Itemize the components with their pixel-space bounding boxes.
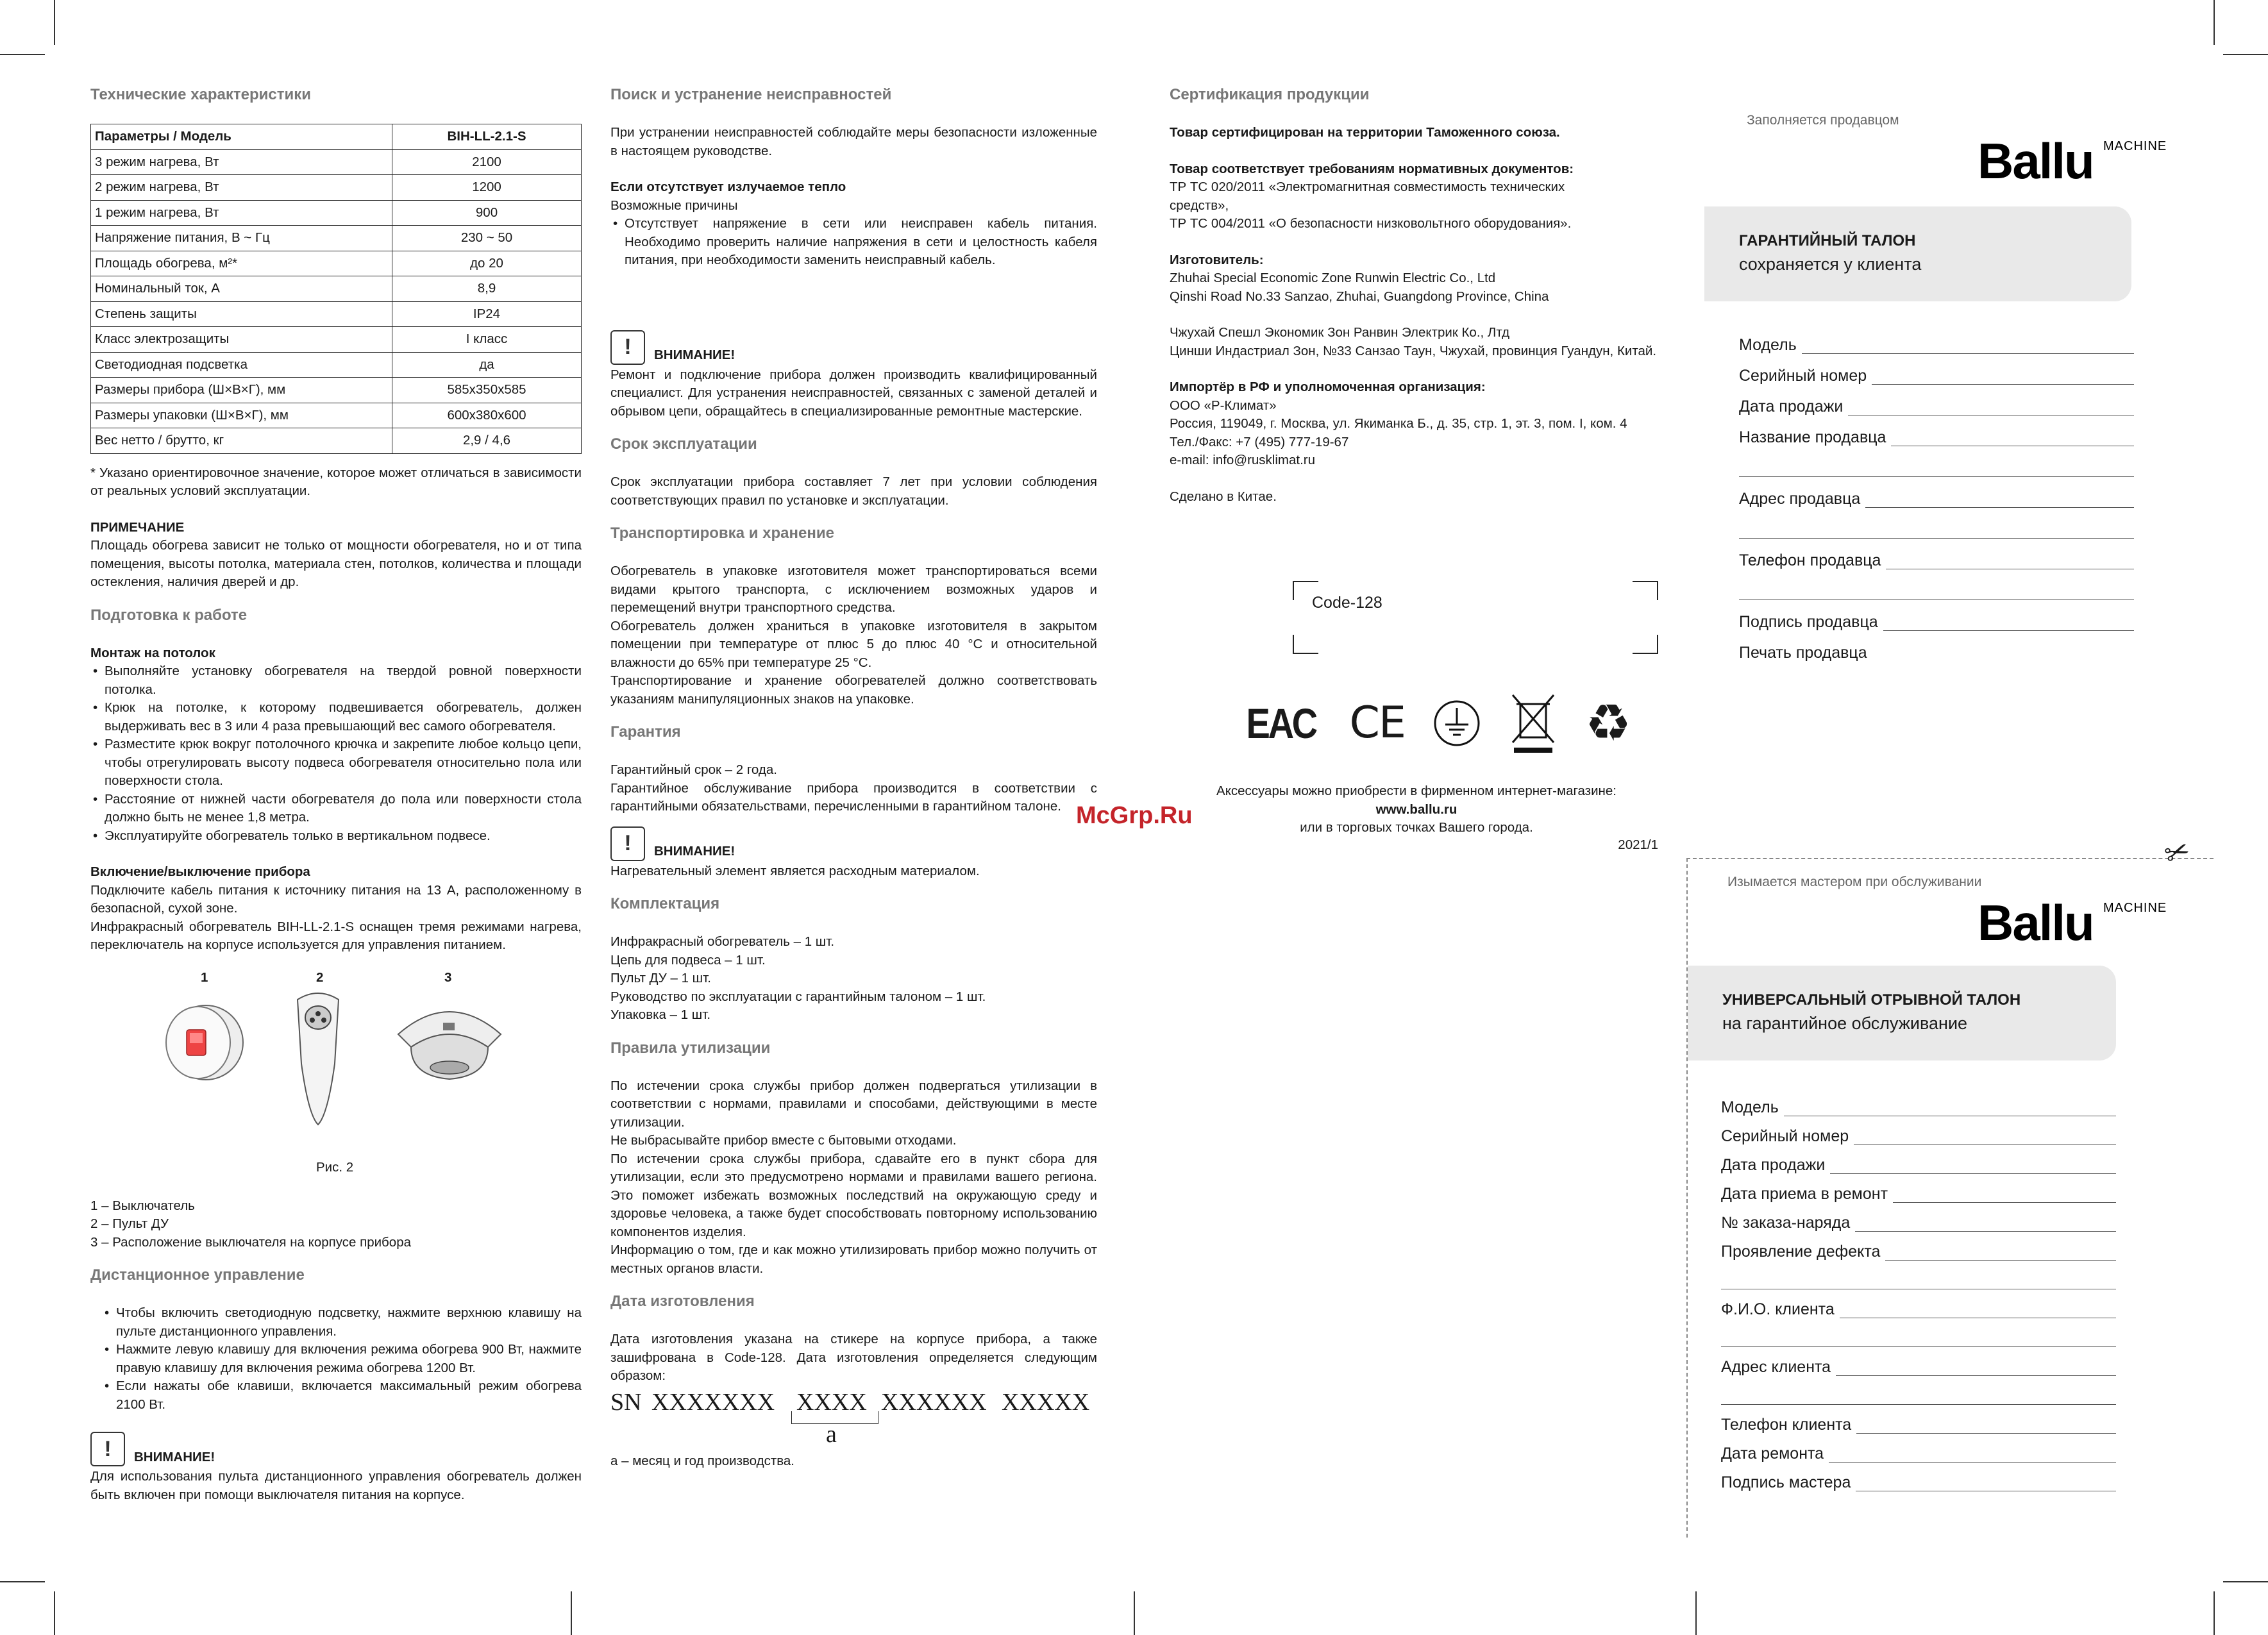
logo-text: Ballu (1978, 133, 2094, 189)
middle-column (610, 85, 1097, 1470)
cut-line (1686, 858, 2213, 859)
field-label: Телефон клиента (1721, 1415, 1852, 1434)
transport-title: Транспортировка и хранение (610, 524, 834, 542)
field-label: Печать продавца (1739, 643, 1867, 662)
spec-value: да (392, 352, 582, 378)
crop-mark (2223, 1581, 2268, 1582)
spec-row (91, 226, 582, 251)
sn-part: XXXXXXX (651, 1388, 775, 1416)
logo-sup: MACHINE (2103, 901, 2167, 915)
crop-mark (0, 54, 45, 55)
spec-footnote: * Указано ориентировочное значение, которое может отличаться в зависимости от реальных условий эксплуатации. (90, 465, 582, 498)
spec-value: 585x350x585 (392, 378, 582, 403)
sn-marker: a (826, 1420, 837, 1448)
form-field[interactable] (1739, 354, 2134, 385)
scissors-icon: ✂ (2159, 832, 2195, 873)
trouble-title: Поиск и устранение неисправностей (610, 86, 892, 103)
spec-param: Размеры упаковки (Ш×В×Г), мм (91, 403, 392, 428)
ballu-logo (1978, 133, 2167, 189)
spec-param: Площадь обогрева, м²* (91, 251, 392, 276)
form-blank-line[interactable] (1739, 569, 2134, 600)
spec-param: 1 режим нагрева, Вт (91, 200, 392, 226)
list-item: • Выполняйте установку обогревателя на твердой ровной поверхности потолка. (90, 662, 582, 699)
form-field[interactable] (1721, 1232, 2116, 1261)
legend-item: 1 – Выключатель (90, 1198, 195, 1213)
spec-row (91, 378, 582, 403)
spec-row (91, 301, 582, 327)
form-field[interactable] (1721, 1405, 2116, 1434)
kit-item: Цепь для подвеса – 1 шт. (610, 952, 766, 968)
spec-value: до 20 (392, 251, 582, 276)
spec-row (91, 352, 582, 378)
field-label: Дата приема в ремонт (1721, 1184, 1888, 1203)
cert-icons (1240, 691, 1631, 755)
form-field[interactable] (1739, 415, 2134, 446)
field-label: Серийный номер (1739, 366, 1867, 385)
barcode-label: Code-128 (1312, 594, 1382, 612)
warning-title: ВНИМАНИЕ! (134, 1449, 215, 1464)
form-field[interactable] (1739, 477, 2134, 508)
form-field[interactable] (1721, 1087, 2116, 1116)
field-label: Адрес продавца (1739, 489, 1861, 508)
noheat-list (610, 215, 1097, 270)
accessories-text: Аксессуары можно приобрести в фирменном интернет-магазине: (1216, 784, 1617, 798)
cert-title: Сертификация продукции (1170, 86, 1370, 103)
list-item: • Если нажаты обе клавиши, включается максимальный режим обогрева 2100 Вт. (102, 1377, 582, 1414)
list-item: • Крюк на потолке, к которому подвешивается обогреватель, должен выдерживать вес в 3 или 4 раза превышающий вес самого обогревателя. (90, 699, 582, 735)
crop-mark (0, 1581, 45, 1582)
spec-param: 3 режим нагрева, Вт (91, 149, 392, 175)
warranty-title: Гарантия (610, 723, 681, 741)
list-item: • Эксплуатируйте обогреватель только в вертикальном подвесе. (90, 827, 582, 846)
crop-mark (2223, 54, 2268, 55)
card-subtitle: сохраняется у клиента (1739, 255, 1922, 274)
crop-mark (54, 0, 55, 45)
spec-param: Светодиодная подсветка (91, 352, 392, 378)
list-item: • Расстояние от нижней части обогревателя до пола или поверхности стола должно быть не менее 1,8 метра. (90, 791, 582, 827)
noheat-sub: Возможные причины (610, 197, 738, 213)
spec-row (91, 327, 582, 353)
legend-item: 3 – Расположение выключателя на корпусе прибора (90, 1234, 411, 1250)
crop-mark (1695, 1591, 1697, 1635)
importer-text: e-mail: info@rusklimat.ru (1170, 453, 1316, 467)
form-blank-line[interactable] (1739, 446, 2134, 477)
maker-title: Изготовитель: (1170, 252, 1264, 267)
warning-title: ВНИМАНИЕ! (654, 844, 735, 859)
ground-icon (1432, 699, 1481, 748)
figure-number: 2 (316, 969, 324, 985)
made-in: Сделано в Китае. (1170, 489, 1277, 504)
figure-caption: Рис. 2 (316, 1159, 354, 1175)
form-field[interactable] (1721, 1174, 2116, 1203)
form-field[interactable] (1739, 323, 2134, 354)
warning-icon: ! (90, 1432, 125, 1466)
field-label: Адрес клиента (1721, 1357, 1831, 1376)
crop-mark (571, 1591, 572, 1635)
spec-row (91, 276, 582, 302)
seller-fill-note: Заполняется продавцом (1747, 113, 1899, 128)
spec-value: 1200 (392, 175, 582, 201)
disposal-text: По истечении срока службы прибора, сдавайте его в пункт сбора для утилизации, если это предусмотрено нормами и правилами вашего региона. Это поможет избежать возможных последствий на окружающую среду и здоровье человека, а также будет способствовать повторному использованию компонентов изделия. (610, 1151, 1097, 1239)
mount-list (90, 662, 582, 845)
right-column (1170, 85, 1663, 506)
watermark: McGrp.Ru (1076, 802, 1193, 829)
spec-value: 2100 (392, 149, 582, 175)
maker-text: Qinshi Road No.33 Sanzao, Zhuhai, Guangdong Province, China (1170, 289, 1549, 304)
field-label: Ф.И.О. клиента (1721, 1300, 1835, 1318)
card-title: УНИВЕРСАЛЬНЫЙ ОТРЫВНОЙ ТАЛОН (1722, 991, 2021, 1009)
transport-text: Транспортирование и хранение обогревателей должно соответствовать указаниям манипуляционных знаков на упаковке. (610, 673, 1097, 707)
field-label: Серийный номер (1721, 1127, 1849, 1145)
figure-number: 1 (201, 969, 208, 985)
prep-title: Подготовка к работе (90, 606, 248, 624)
version-label: 2021/1 (1618, 837, 1658, 852)
heater-icon (392, 996, 507, 1086)
switch-icon (155, 994, 251, 1091)
kit-item: Пульт ДУ – 1 шт. (610, 971, 711, 985)
note-text: Площадь обогрева зависит не только от мощности обогревателя, но и от типа помещения, высоты потолка, материала стен, потолков, количества и площади остекления, наличия дверей и др. (90, 538, 582, 589)
field-label: Модель (1721, 1098, 1779, 1116)
spec-header-row (91, 124, 582, 150)
spec-param: Размеры прибора (Ш×В×Г), мм (91, 378, 392, 403)
spec-param: Степень защиты (91, 301, 392, 327)
disposal-text: Информацию о том, где и как можно утилизировать прибор можно получить от местных органов власти. (610, 1243, 1097, 1276)
mount-title: Монтаж на потолок (90, 645, 215, 660)
transport-text: Обогреватель должен храниться в упаковке изготовителя в закрытом помещении при температуре от плюс 5 до плюс 40 °С и относительной влажности до 65% при температуре 25 °С. (610, 618, 1097, 670)
spec-row (91, 428, 582, 454)
form-field[interactable] (1739, 539, 2134, 569)
master-note: Изымается мастером при обслуживании (1727, 875, 1982, 889)
warning-title: ВНИМАНИЕ! (654, 348, 735, 362)
tech-specs-title: Технические характеристики (90, 86, 312, 103)
crop-mark (54, 1591, 55, 1635)
spec-row (91, 403, 582, 428)
maker-text: Чжухай Спешл Экономик Зон Ранвин Электрик Ко., Лтд (1170, 325, 1510, 340)
remote-title: Дистанционное управление (90, 1266, 305, 1284)
onoff-text: Подключите кабель питания к источнику питания на 13 А, расположенному в безопасной, сухой зоне. (90, 882, 582, 916)
warning-block (610, 330, 1097, 365)
kit-item: Упаковка – 1 шт. (610, 1007, 711, 1022)
logo-sup: MACHINE (2103, 139, 2167, 153)
form-blank-line[interactable] (1721, 1261, 2116, 1289)
form-blank-line[interactable] (1721, 1318, 2116, 1347)
onoff-title: Включение/выключение прибора (90, 864, 310, 879)
date-text: Дата изготовления указана на стикере на корпусе прибора, а также зашифрована в Code-128. Дата изготовления определяется следующим образом: (610, 1332, 1097, 1383)
list-item: • Чтобы включить светодиодную подсветку, нажмите верхнюю клавишу на пульте дистанционного управления. (102, 1304, 582, 1341)
figure-2 (90, 969, 582, 1187)
sn-part-date: XXXX (796, 1388, 867, 1416)
remote-control-icon (292, 987, 344, 1128)
form-field[interactable] (1721, 1116, 2116, 1145)
importer-text: ООО «Р-Климат» (1170, 398, 1277, 413)
cert-doc: ТР ТС 004/2011 «О безопасности низковольтного оборудования». (1170, 216, 1572, 231)
importer-text: Тел./Факс: +7 (495) 777-19-67 (1170, 434, 1349, 449)
sn-note: а – месяц и год производства. (610, 1453, 794, 1468)
kit-item: Руководство по эксплуатации с гарантийным талоном – 1 шт. (610, 989, 986, 1004)
cut-line-vertical (1686, 858, 1688, 1538)
spec-value: I класс (392, 327, 582, 353)
importer-title: Импортёр в РФ и уполномоченная организация: (1170, 380, 1486, 394)
spec-value: 2,9 / 4,6 (392, 428, 582, 454)
warranty-text: Гарантийный срок – 2 года. (610, 762, 777, 777)
field-label: Подпись продавца (1739, 612, 1878, 631)
maker-text: Zhuhai Special Economic Zone Runwin Electric Co., Ltd (1170, 271, 1496, 285)
form-field[interactable] (1739, 600, 2134, 631)
form-field[interactable] (1721, 1289, 2116, 1318)
kit-title: Комплектация (610, 895, 720, 912)
eac-icon: EAC (1246, 700, 1316, 747)
form-field[interactable] (1721, 1145, 2116, 1174)
barcode-frame (1293, 581, 1658, 654)
remote-list (90, 1304, 582, 1414)
field-label: Название продавца (1739, 428, 1886, 446)
spec-row (91, 200, 582, 226)
spec-param: Вес нетто / брутто, кг (91, 428, 392, 454)
left-column (90, 85, 582, 1504)
serial-number-format (610, 1388, 1097, 1452)
form-field[interactable] (1739, 385, 2134, 415)
card-title: ГАРАНТИЙНЫЙ ТАЛОН (1739, 232, 1916, 249)
sn-part: XXXXXX (881, 1388, 987, 1416)
sn-prefix: SN (610, 1388, 642, 1416)
accessories-block (1170, 782, 1663, 837)
warranty-form (1739, 323, 2134, 662)
warning-block (610, 826, 1097, 861)
ballu-logo (1978, 894, 2167, 951)
form-field[interactable] (1721, 1203, 2116, 1232)
spec-value: 8,9 (392, 276, 582, 302)
legend-item: 2 – Пульт ДУ (90, 1216, 169, 1231)
crop-mark (1134, 1591, 1135, 1635)
onoff-text: Инфракрасный обогреватель BIH-LL-2.1-S оснащен тремя режимами нагрева, переключатель на корпусе используется для управления питанием. (90, 919, 582, 952)
warranty-card-header (1704, 206, 2131, 301)
spec-header-model: BIH-LL-2.1-S (392, 124, 582, 150)
warning-icon: ! (610, 826, 645, 861)
field-label: Дата продажи (1721, 1155, 1826, 1174)
card-subtitle: на гарантийное обслуживание (1722, 1014, 1968, 1033)
field-label: Телефон продавца (1739, 551, 1881, 569)
spec-value: 230 ~ 50 (392, 226, 582, 251)
ce-icon: CE (1349, 698, 1405, 748)
spec-row (91, 175, 582, 201)
tear-off-card-header (1688, 966, 2116, 1061)
kit-item: Инфракрасный обогреватель – 1 шт. (610, 934, 835, 949)
maker-text: Цинши Индастриал Зон, №33 Санзао Таун, Чжухай, провинция Гуандун, Китай. (1170, 343, 1657, 358)
form-field[interactable] (1721, 1463, 2116, 1491)
cert-bold: Товар сертифицирован на территории Таможенного союза. (1170, 125, 1560, 140)
list-item: • Отсутствует напряжение в сети или неисправен кабель питания. Необходимо проверить наличие напряжения в сети и целостность кабеля питания, при необходимости заменить неисправный кабель. (610, 215, 1097, 270)
spec-value: 600x380x600 (392, 403, 582, 428)
noheat-title: Если отсутствует излучаемое тепло (610, 180, 846, 194)
disposal-text: Не выбрасывайте прибор вместе с бытовыми отходами. (610, 1133, 957, 1148)
field-label: № заказа-наряда (1721, 1213, 1851, 1232)
sn-part: XXXXX (1002, 1388, 1090, 1416)
crop-mark (2213, 0, 2215, 45)
field-label: Дата ремонта (1721, 1444, 1824, 1463)
cert-doc: ТР ТС 020/2011 «Электромагнитная совместимость технических средств», (1170, 180, 1565, 213)
life-title: Срок эксплуатации (610, 435, 757, 453)
note-title: ПРИМЕЧАНИЕ (90, 519, 185, 535)
spec-row (91, 149, 582, 175)
warranty-text: Гарантийное обслуживание прибора производится в соответствии с гарантийными обязательствами, перечисленными в гарантийном талоне. (610, 780, 1097, 814)
disposal-text: По истечении срока службы прибор должен подвергаться утилизации в соответствии с нормами, правилами и способами, действующими в месте утилизации. (610, 1078, 1097, 1130)
spec-param: Класс электрозащиты (91, 327, 392, 353)
weee-bin-icon (1509, 691, 1558, 755)
figure-number: 3 (444, 969, 452, 985)
list-item: • Разместите крюк вокруг потолочного крючка и закрепите любое кольцо цепи, чтобы отрегулировать высоту подвеса обогревателя относительно пола или поверхности стола. (90, 735, 582, 791)
form-field[interactable] (1721, 1434, 2116, 1463)
trouble-intro: При устранении неисправностей соблюдайте меры безопасности изложенные в настоящем руководстве. (610, 125, 1097, 158)
spec-row (91, 251, 582, 276)
field-label: Проявление дефекта (1721, 1242, 1881, 1261)
form-field (1739, 631, 2134, 662)
date-title: Дата изготовления (610, 1293, 755, 1310)
transport-text: Обогреватель в упаковке изготовителя может транспортироваться всеми видами крытого транспорта, с исключением возможных ударов и перемещений внутри транспортного средства. (610, 564, 1097, 615)
accessories-text: или в торговых точках Вашего города. (1300, 820, 1533, 835)
field-label: Подпись мастера (1721, 1473, 1851, 1491)
field-label: Дата продажи (1739, 397, 1844, 415)
form-blank-line[interactable] (1739, 508, 2134, 539)
spec-param: Напряжение питания, В ~ Гц (91, 226, 392, 251)
spec-value: IP24 (392, 301, 582, 327)
spec-value: 900 (392, 200, 582, 226)
accessories-link[interactable]: www.ballu.ru (1375, 801, 1457, 817)
logo-text: Ballu (1978, 894, 2094, 951)
importer-text: Россия, 119049, г. Москва, ул. Якиманка Б., д. 35, стр. 1, эт. 3, пом. I, ком. 4 (1170, 416, 1627, 431)
spec-param: 2 режим нагрева, Вт (91, 175, 392, 201)
crop-mark (2213, 1591, 2215, 1635)
list-item: • Нажмите левую клавишу для включения режима обогрева 900 Вт, нажмите правую клавишу для включения режима обогрева 1200 Вт. (102, 1341, 582, 1377)
spec-header-param: Параметры / Модель (91, 124, 392, 150)
warning-text: Ремонт и подключение прибора должен производить квалифицированный специалист. Для устранения неисправностей, связанных с заменой деталей и обрывом цепи, обращайтесь в специализированные ремонтные мастерские. (610, 367, 1097, 419)
form-field[interactable] (1721, 1347, 2116, 1376)
field-label: Модель (1739, 335, 1797, 354)
recycle-icon: ♻ (1585, 693, 1631, 753)
spec-table (90, 124, 582, 454)
warning-text: Для использования пульта дистанционного управления обогреватель должен быть включен при помощи выключателя питания на корпусе. (90, 1469, 582, 1502)
warning-block (90, 1432, 582, 1466)
form-blank-line[interactable] (1721, 1376, 2116, 1405)
warning-icon: ! (610, 330, 645, 365)
cert-bold: Товар соответствует требованиям нормативных документов: (1170, 161, 1574, 176)
tear-off-form (1721, 1087, 2116, 1491)
disposal-title: Правила утилизации (610, 1039, 771, 1057)
warning-text: Нагревательный элемент является расходным материалом. (610, 863, 980, 878)
life-text: Срок эксплуатации прибора составляет 7 лет при условии соблюдения соответствующих правил по установке и эксплуатации. (610, 474, 1097, 508)
spec-param: Номинальный ток, А (91, 276, 392, 302)
